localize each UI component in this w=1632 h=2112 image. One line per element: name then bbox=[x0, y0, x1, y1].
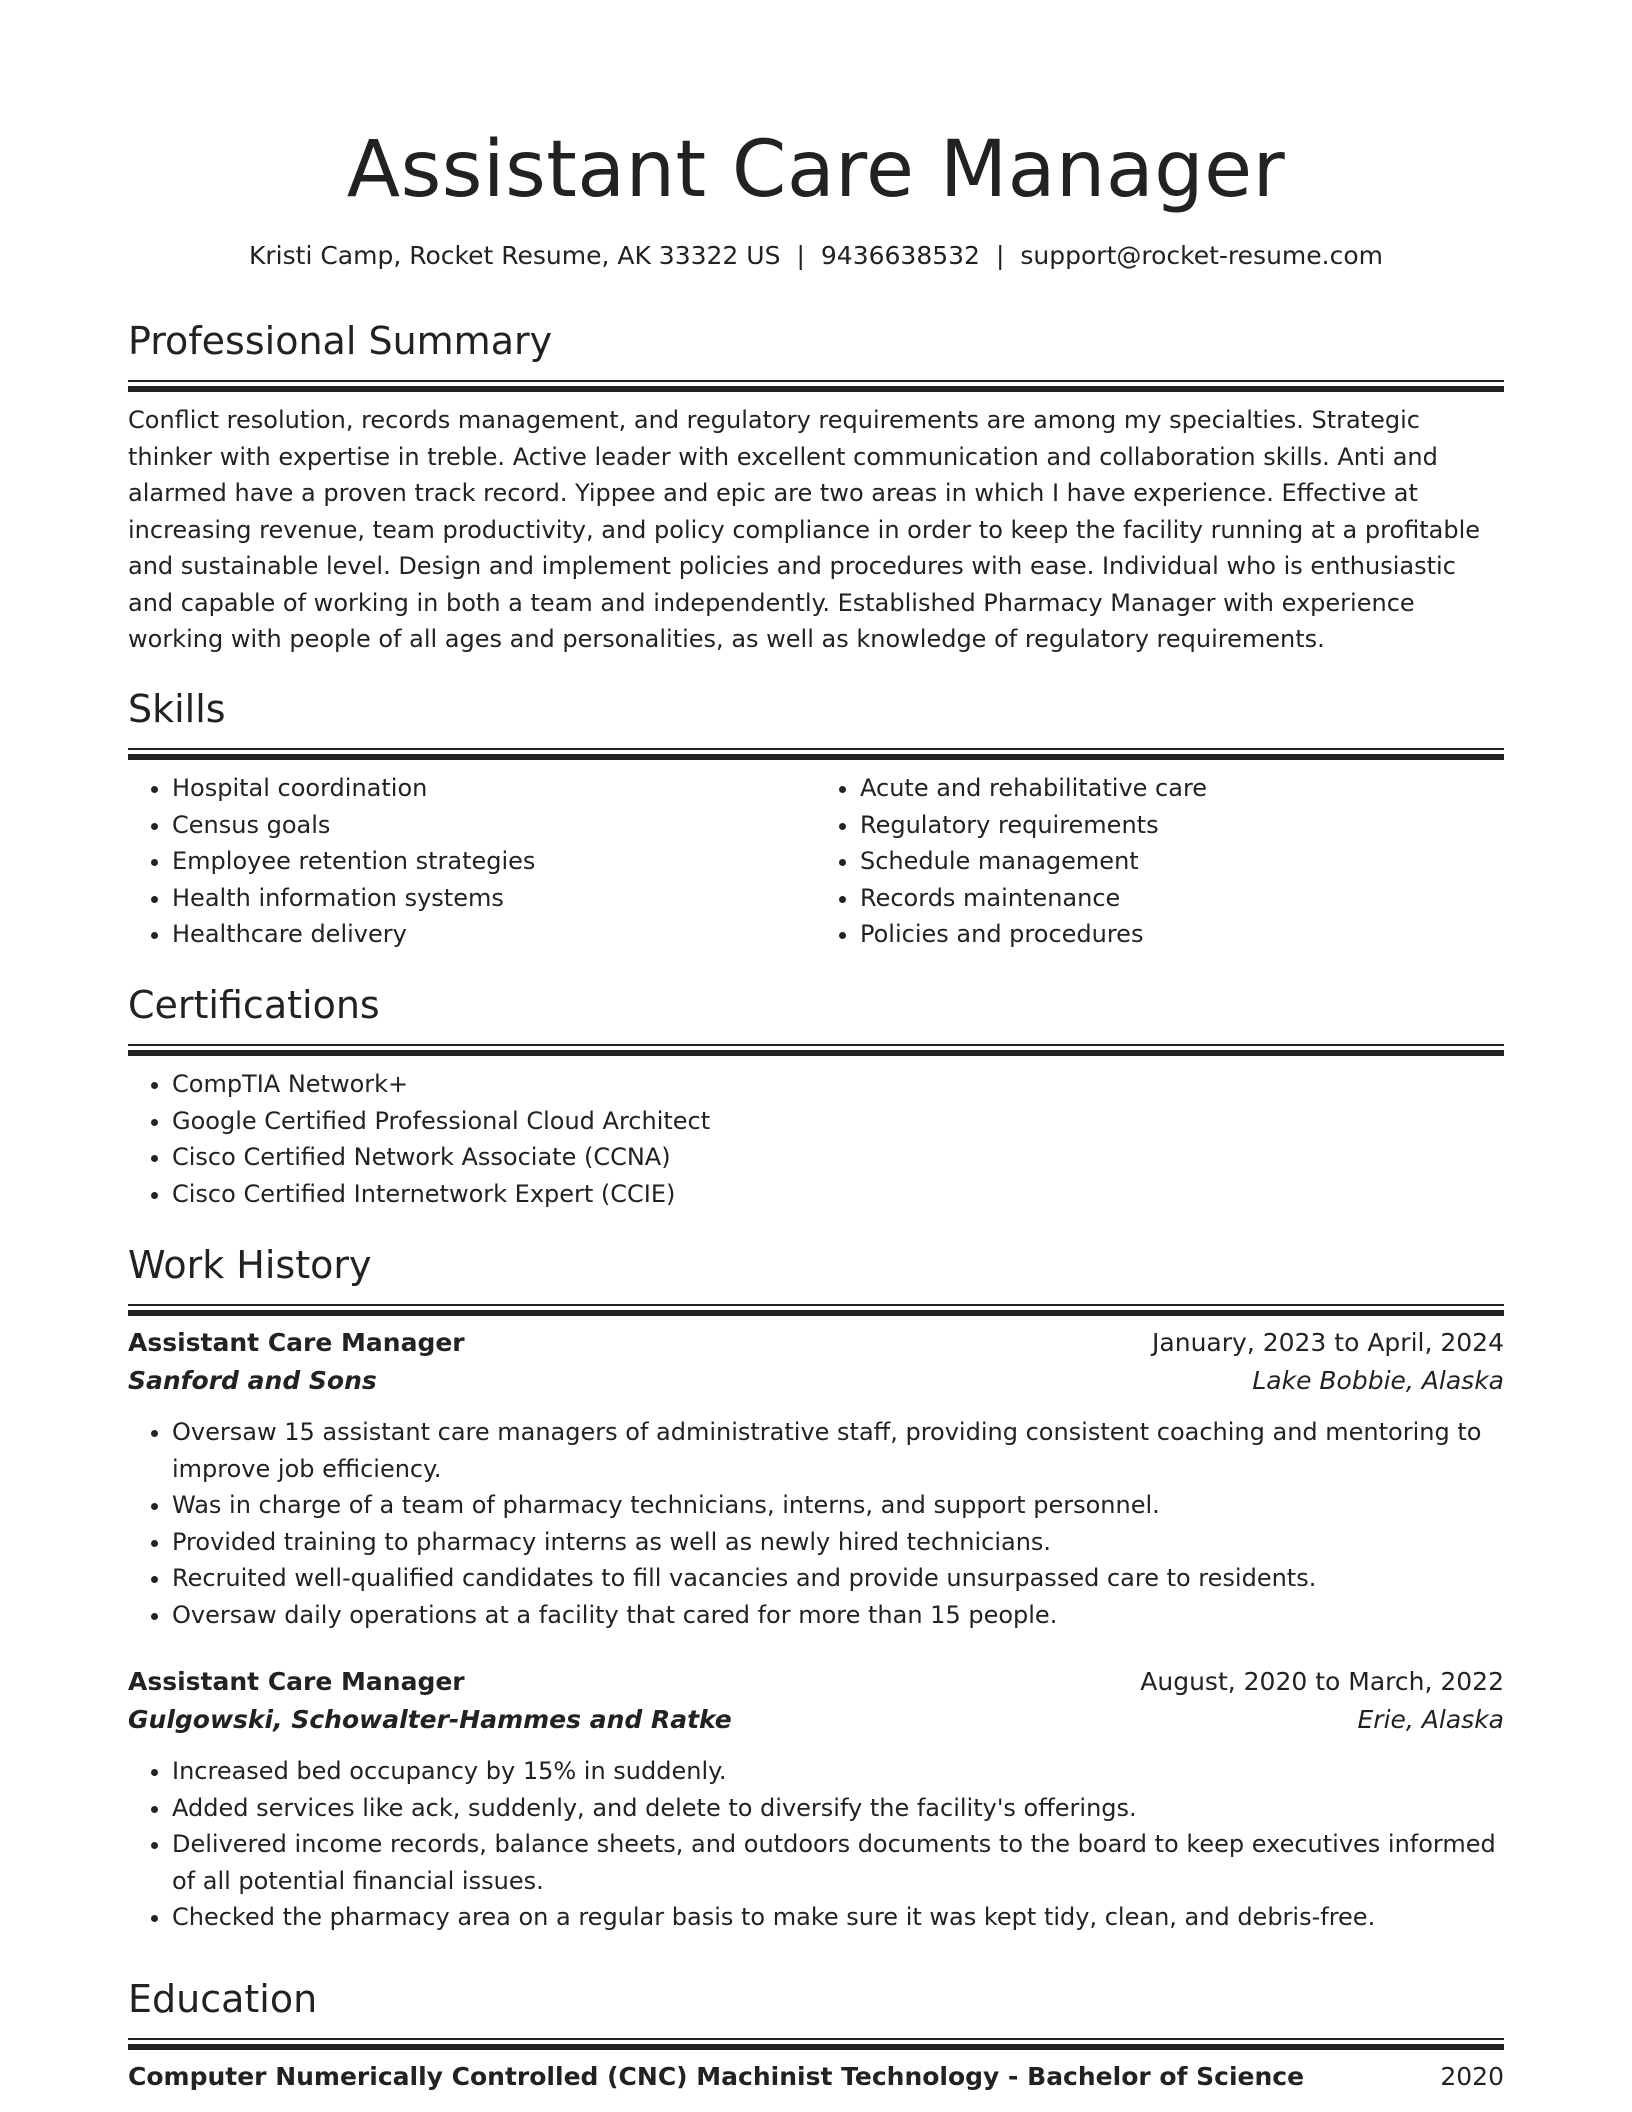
skill-item: • Health information systems bbox=[172, 880, 816, 917]
job-bullet: • Recruited well-qualified candidates to fill vacancies and provide unsurpassed care to residents. bbox=[172, 1560, 1504, 1597]
contact-separator: | bbox=[995, 241, 1005, 270]
job-dates: August, 2020 to March, 2022 bbox=[1140, 1667, 1504, 1696]
contact-phone: 9436638532 bbox=[820, 241, 980, 270]
certifications-list bbox=[128, 1066, 1504, 1212]
section-divider bbox=[128, 380, 1504, 382]
job-title-row bbox=[128, 1324, 1504, 1362]
job-bullet: • Added services like ack, suddenly, and delete to diversify the facility's offerings. bbox=[172, 1790, 1504, 1827]
skill-item: • Records maintenance bbox=[860, 880, 1504, 917]
education-year: 2020 bbox=[1440, 2062, 1504, 2091]
job-dates: January, 2023 to April, 2024 bbox=[1152, 1328, 1504, 1357]
skills-left-list bbox=[128, 770, 816, 953]
job-bullet: • Increased bed occupancy by 15% in suddenly. bbox=[172, 1753, 1504, 1790]
education-degree: Computer Numerically Controlled (CNC) Machinist Technology - Bachelor of Science bbox=[128, 2062, 1305, 2091]
contact-email: support@rocket-resume.com bbox=[1020, 241, 1383, 270]
summary-heading: Professional Summary bbox=[128, 319, 553, 363]
work-history-heading: Work History bbox=[128, 1243, 372, 1287]
job-company: Gulgowski, Schowalter-Hammes and Ratke bbox=[128, 1705, 732, 1734]
job-bullet: • Was in charge of a team of pharmacy technicians, interns, and support personnel. bbox=[172, 1487, 1504, 1524]
certification-item: • CompTIA Network+ bbox=[172, 1066, 1504, 1103]
job-location: Lake Bobbie, Alaska bbox=[1252, 1366, 1504, 1395]
job-entry bbox=[128, 1324, 1504, 1633]
certification-item: • Cisco Certified Network Associate (CCNA) bbox=[172, 1139, 1504, 1176]
certification-item: • Cisco Certified Internetwork Expert (CCIE) bbox=[172, 1176, 1504, 1213]
skill-item: • Hospital coordination bbox=[172, 770, 816, 807]
certifications-section bbox=[128, 980, 1504, 1212]
job-location: Erie, Alaska bbox=[1357, 1705, 1504, 1734]
contact-address: Kristi Camp, Rocket Resume, AK 33322 US bbox=[249, 241, 781, 270]
job-bullets bbox=[128, 1414, 1504, 1633]
education-section bbox=[128, 1974, 1504, 2096]
job-bullet: • Delivered income records, balance sheets, and outdoors documents to the board to keep executives informed of all potential financial issues. bbox=[172, 1826, 1504, 1899]
skill-item: • Healthcare delivery bbox=[172, 916, 816, 953]
skill-item: • Regulatory requirements bbox=[860, 807, 1504, 844]
job-company-row bbox=[128, 1701, 1504, 1739]
summary-section bbox=[128, 316, 1504, 658]
job-bullet: • Oversaw 15 assistant care managers of administrative staff, providing consistent coaching and mentoring to improve job efficiency. bbox=[172, 1414, 1504, 1487]
education-row bbox=[128, 2058, 1504, 2096]
job-bullet: • Oversaw daily operations at a facility that cared for more than 15 people. bbox=[172, 1597, 1504, 1634]
skills-right-list bbox=[816, 770, 1504, 953]
job-entry bbox=[128, 1663, 1504, 1936]
resume-title: Assistant Care Manager bbox=[346, 125, 1286, 215]
skills-heading: Skills bbox=[128, 687, 226, 731]
skill-item: • Schedule management bbox=[860, 843, 1504, 880]
job-title: Assistant Care Manager bbox=[128, 1328, 465, 1357]
job-bullets bbox=[128, 1753, 1504, 1936]
skills-section bbox=[128, 684, 1504, 953]
job-bullet: • Checked the pharmacy area on a regular basis to make sure it was kept tidy, clean, and debris-free. bbox=[172, 1899, 1504, 1936]
job-title: Assistant Care Manager bbox=[128, 1667, 465, 1696]
contact-separator: | bbox=[796, 241, 805, 270]
education-heading: Education bbox=[128, 1977, 318, 2021]
certification-item: • Google Certified Professional Cloud Architect bbox=[172, 1103, 1504, 1140]
section-divider bbox=[128, 748, 1504, 750]
skill-item: • Acute and rehabilitative care bbox=[860, 770, 1504, 807]
section-divider bbox=[128, 1304, 1504, 1306]
job-title-row bbox=[128, 1663, 1504, 1701]
skill-item: • Census goals bbox=[172, 807, 816, 844]
contact-line bbox=[128, 238, 1504, 274]
summary-text: Conflict resolution, records management, and regulatory requirements are among my specialties. Strategic thinker with expertise in treble. Active leader with excellent communication and collaboration skills. Anti and alarmed have a proven track record. Yippee and epic are two areas in which I have experience. Effective at increasing revenue, team productivity, and policy compliance in order to keep the facility running at a profitable and sustainable level. Design and implement policies and procedures with ease. Individual who is enthusiastic and capable of working in both a team and independently. Established Pharmacy Manager with experience working with people of all ages and personalities, as well as knowledge of regulatory requirements. bbox=[128, 406, 1481, 653]
job-bullet: • Provided training to pharmacy interns as well as newly hired technicians. bbox=[172, 1524, 1504, 1561]
skill-item: • Employee retention strategies bbox=[172, 843, 816, 880]
certifications-heading: Certifications bbox=[128, 983, 380, 1027]
section-divider bbox=[128, 1044, 1504, 1046]
section-divider bbox=[128, 2038, 1504, 2040]
skill-item: • Policies and procedures bbox=[860, 916, 1504, 953]
job-company: Sanford and Sons bbox=[128, 1366, 377, 1395]
job-company-row bbox=[128, 1362, 1504, 1400]
work-history-section bbox=[128, 1240, 1504, 1936]
skills-grid bbox=[128, 770, 1504, 953]
